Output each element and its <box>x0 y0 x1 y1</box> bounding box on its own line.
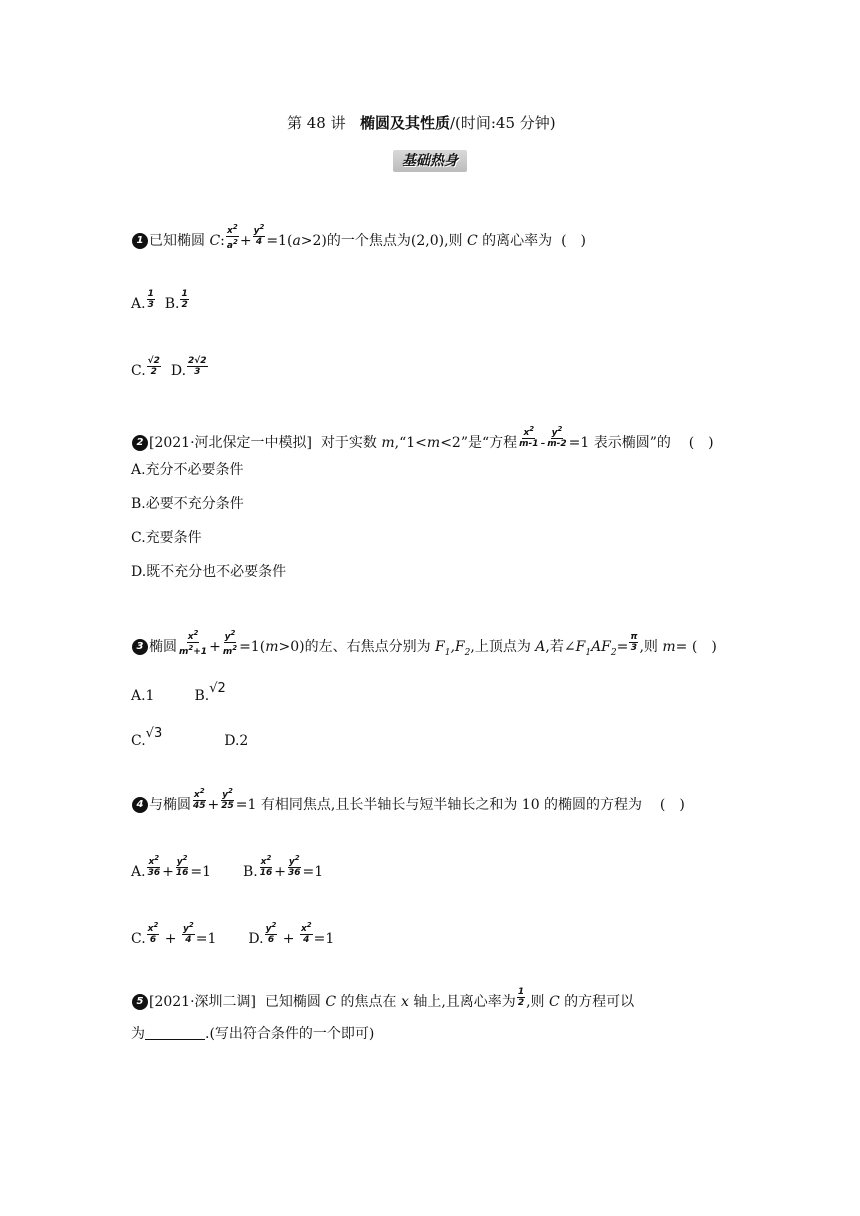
q5-text: 的焦点在 <box>336 994 401 1010</box>
q5-text: ,则 <box>526 994 549 1010</box>
option-text: =1 <box>302 864 324 880</box>
question-number: 2 <box>132 435 148 451</box>
q3-text: ,若∠ <box>545 639 576 655</box>
option-label: A. <box>131 864 146 880</box>
operator: + <box>209 639 221 655</box>
operator: + <box>160 931 181 947</box>
numerator: $y^2$ <box>183 921 194 934</box>
q4-options-row-1 <box>131 853 323 882</box>
option-text: =1 <box>313 931 335 947</box>
q5-var: C <box>548 994 560 1010</box>
denominator: 16 <box>259 868 273 878</box>
denominator: 2 <box>517 998 525 1008</box>
operator: + <box>239 233 252 249</box>
numerator: $y^2$ <box>224 629 236 642</box>
denominator: 3 <box>147 300 154 310</box>
q4-fraction-2 <box>220 786 235 811</box>
q3-text: ,上顶点为 <box>470 639 536 655</box>
q1-text: 已知椭圆 <box>149 233 210 249</box>
numerator: $x^2$ <box>300 921 312 934</box>
q1-text: >2)的一个焦点为(2,0),则 <box>300 233 467 249</box>
denominator: 4 <box>303 935 310 945</box>
q3-var: $F_1AF_2$ <box>575 639 617 658</box>
option-label: B. <box>194 688 210 704</box>
numerator: $y^2$ <box>176 854 188 867</box>
option-fraction <box>287 853 302 878</box>
question-3 <box>132 628 717 663</box>
q3-fraction-pi <box>629 632 638 653</box>
q1-text: 的离心率为 <box>477 233 553 249</box>
numerator: $y^2$ <box>253 223 265 236</box>
q2-text: <2”是“方程 <box>440 435 518 451</box>
answer-paren: ( ) <box>688 435 714 451</box>
q2-fraction-1 <box>518 424 539 449</box>
q3-text: =1( <box>239 639 266 655</box>
numerator: 1 <box>147 289 154 299</box>
q2-option-b: B.必要不充分条件 <box>131 496 244 512</box>
q3-var: A <box>535 639 546 655</box>
option-label: C. <box>131 733 146 749</box>
numerator: $x^2$ <box>193 787 205 800</box>
question-1 <box>132 222 586 251</box>
q5-text: 为 <box>131 1026 145 1042</box>
option-fraction <box>300 920 313 945</box>
option-fraction <box>147 853 162 878</box>
q3-text: = <box>675 639 688 655</box>
q1-var: a <box>292 233 301 249</box>
denominator: 6 <box>149 935 157 945</box>
q3-var: m <box>265 639 279 655</box>
denominator: 36 <box>147 868 161 878</box>
question-number: 3 <box>132 639 148 655</box>
operator: + <box>162 864 174 880</box>
q2-text: ,“1< <box>394 435 427 451</box>
answer-paren: ( ) <box>691 639 717 655</box>
q4-text: =1 有相同焦点,且长半轴长与短半轴长之和为 10 的椭圆的方程为 <box>235 797 643 813</box>
numerator: $x^2$ <box>523 425 535 438</box>
operator: + <box>274 864 287 880</box>
denominator: m-2 <box>547 439 567 449</box>
option-fraction <box>147 289 155 310</box>
denominator: 3 <box>194 367 201 377</box>
option-fraction <box>187 356 208 377</box>
answer-blank[interactable] <box>145 1025 205 1040</box>
operator: + <box>278 931 299 947</box>
q1-fraction-1 <box>226 222 239 251</box>
q3-text: 椭圆 <box>149 639 177 655</box>
q1-options-row-1 <box>131 289 190 314</box>
option-radical: √3 <box>145 726 163 741</box>
option-label: D.2 <box>224 733 249 749</box>
q2-var: m <box>381 435 395 451</box>
numerator: √2 <box>147 356 160 366</box>
numerator: π <box>630 632 638 642</box>
option-label: B. <box>243 864 258 880</box>
option-label: B. <box>164 296 180 312</box>
option-label: A. <box>131 296 146 312</box>
lecture-number: 第 48 讲 <box>287 114 346 132</box>
q2-option-a: A.充分不必要条件 <box>131 462 244 478</box>
q2-text: =1 表示椭圆”的 <box>568 435 671 451</box>
q3-fraction-2 <box>222 628 238 657</box>
operator: + <box>207 797 220 813</box>
q3-fraction-1 <box>178 628 208 657</box>
operator: - <box>540 435 546 451</box>
q1-text: =1( <box>266 233 293 249</box>
numerator: $x^2$ <box>147 921 159 934</box>
denominator: $a^2$ <box>226 238 238 251</box>
q2-option-d: D.既不充分也不必要条件 <box>131 564 287 580</box>
q4-options-row-2 <box>131 920 334 949</box>
denominator: 4 <box>185 935 192 945</box>
option-text: =1 <box>195 931 217 947</box>
question-5 <box>132 987 634 1012</box>
question-4 <box>132 786 685 815</box>
denominator: 2 <box>181 300 188 310</box>
q4-fraction-1 <box>192 786 207 811</box>
page-title <box>287 113 556 133</box>
q3-var: m <box>662 639 676 655</box>
numerator: $x^2$ <box>260 854 272 867</box>
q1-colon: : <box>220 233 225 249</box>
denominator: 2 <box>150 367 157 377</box>
option-fraction <box>182 920 195 945</box>
q2-var: m <box>426 435 441 451</box>
q5-text: 的方程可以 <box>559 994 635 1010</box>
option-fraction <box>265 920 278 945</box>
q2-option-c: C.充要条件 <box>131 530 202 546</box>
question-number: 1 <box>132 233 148 249</box>
q5-text: 轴上,且离心率为 <box>408 994 516 1010</box>
option-fraction <box>175 853 190 878</box>
option-label: C. <box>131 363 146 379</box>
q3-var: $F_1,F_2$ <box>435 639 471 658</box>
numerator: $y^2$ <box>265 921 277 934</box>
denominator: $m^2+1$ <box>179 644 208 657</box>
section-banner: 基础热身 <box>393 150 467 172</box>
denominator: 3 <box>630 643 638 653</box>
option-fraction <box>147 920 160 945</box>
lecture-topic: 椭圆及其性质 <box>359 114 450 132</box>
q3-options-row-2 <box>131 724 248 751</box>
numerator: $y^2$ <box>288 854 300 867</box>
numerator: $x^2$ <box>148 854 160 867</box>
numerator: $x^2$ <box>187 629 199 642</box>
denominator: 6 <box>267 935 275 945</box>
option-fraction <box>147 356 161 377</box>
q2-text: 对于实数 <box>320 435 382 451</box>
option-label: C. <box>131 931 146 947</box>
q2-fraction-2 <box>546 424 567 449</box>
q3-text: = <box>616 639 629 655</box>
q3-options-row-1 <box>131 679 226 706</box>
question-2 <box>132 424 714 453</box>
q5-var: C <box>325 994 337 1010</box>
numerator: 1 <box>517 987 525 997</box>
question-number: 4 <box>132 797 148 813</box>
question-number: 5 <box>132 994 148 1010</box>
option-text: =1 <box>190 864 211 880</box>
numerator: 2√2 <box>188 356 207 366</box>
q5-text: .(写出符合条件的一个即可) <box>205 1026 375 1042</box>
option-label: D. <box>170 363 187 379</box>
q1-var: C <box>467 233 478 249</box>
option-fraction <box>180 289 188 310</box>
q4-text: 与椭圆 <box>149 797 191 813</box>
question-source: [2021·河北保定一中模拟] <box>149 435 313 451</box>
denominator: 45 <box>193 801 206 811</box>
q3-text: ,则 <box>639 639 663 655</box>
q3-text: >0)的左、右焦点分别为 <box>278 639 436 655</box>
answer-paren: ( ) <box>561 233 587 249</box>
option-label: D. <box>248 931 264 947</box>
q1-options-row-2 <box>131 356 209 381</box>
option-fraction <box>259 853 274 878</box>
denominator: 36 <box>288 868 301 878</box>
denominator: 25 <box>221 801 234 811</box>
denominator: m-1 <box>519 439 539 449</box>
option-label: A.1 <box>131 688 155 704</box>
time-limit: /(时间:45 分钟) <box>449 114 556 132</box>
q5-fraction <box>517 987 525 1008</box>
q5-var: x <box>401 994 409 1010</box>
q1-fraction-2 <box>253 222 266 247</box>
q5-text: 已知椭圆 <box>264 994 326 1010</box>
denominator: $m^2$ <box>222 644 238 657</box>
numerator: $y^2$ <box>551 425 563 438</box>
numerator: 1 <box>181 289 188 299</box>
denominator: 16 <box>175 868 189 878</box>
numerator: $x^2$ <box>227 223 238 236</box>
answer-paren: ( ) <box>659 797 685 813</box>
q5-line-2 <box>131 1024 374 1044</box>
q1-var: C <box>209 233 221 249</box>
numerator: $y^2$ <box>222 787 233 800</box>
denominator: 4 <box>255 237 263 247</box>
question-source: [2021·深圳二调] <box>149 994 257 1010</box>
option-radical: √2 <box>209 681 226 696</box>
